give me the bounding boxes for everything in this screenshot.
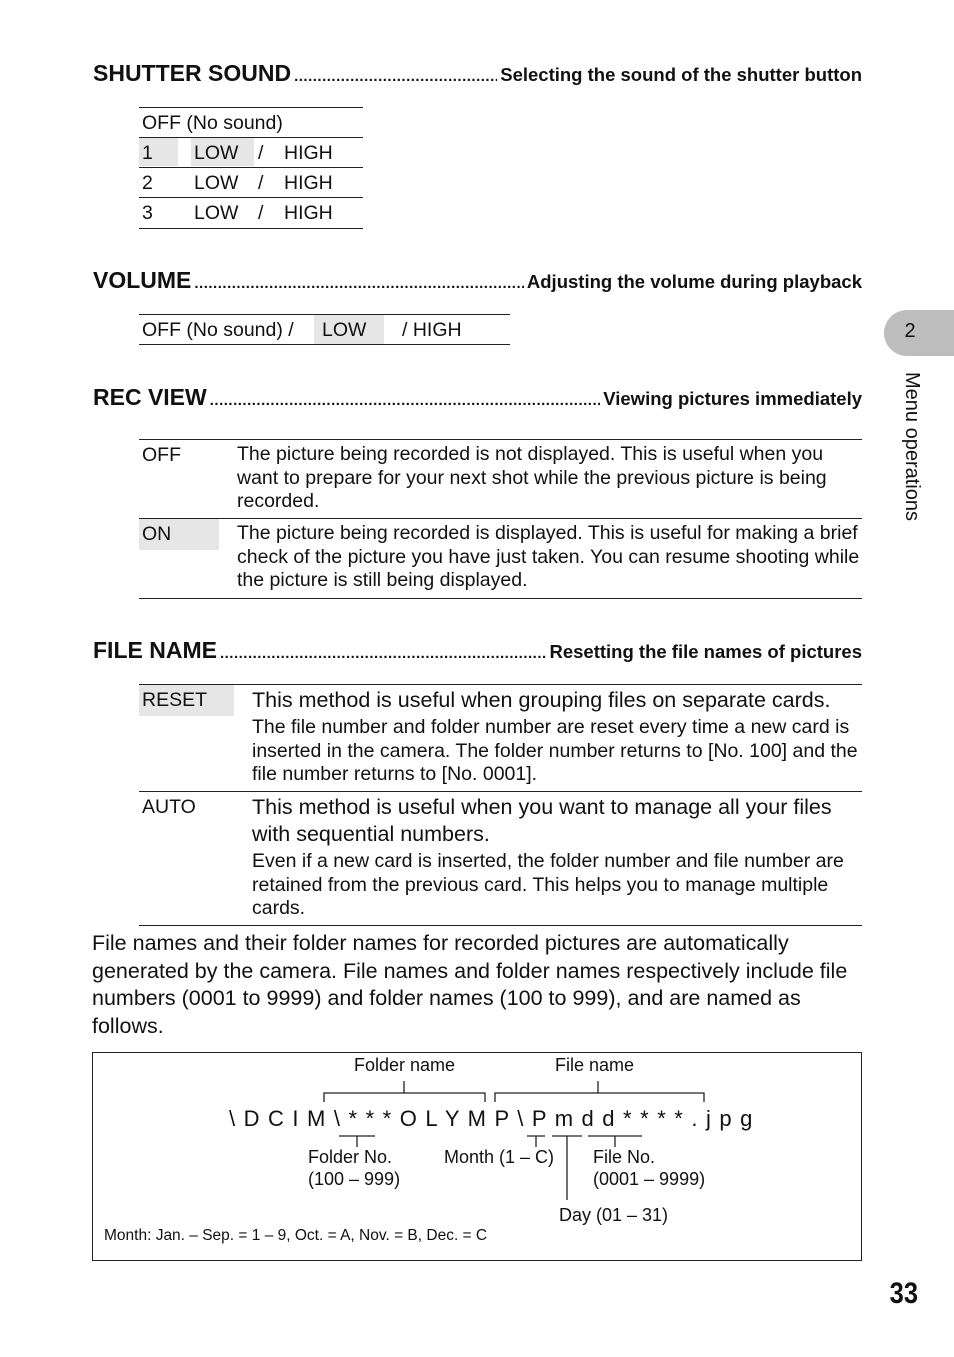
file-name-auto-option[interactable]: AUTO xyxy=(142,796,196,818)
shutter-row-2-low[interactable]: LOW xyxy=(194,172,239,194)
shutter-row-1-high[interactable]: HIGH xyxy=(284,142,333,164)
shutter-row-2-num[interactable]: 2 xyxy=(142,172,153,194)
shutter-sound-title: SHUTTER SOUND xyxy=(93,60,292,86)
folder-name-label: Folder name xyxy=(354,1055,456,1075)
shutter-off-option[interactable]: OFF (No sound) xyxy=(142,112,283,134)
rec-view-title: REC VIEW xyxy=(93,384,207,410)
folder-no-label: Folder No. xyxy=(308,1147,393,1167)
file-name-reset-detail: The file number and folder number are reset every time a new card is inserted in the camera. The folder number returns to [No. 100] and the file number returns to [No. 0001]. xyxy=(252,716,858,785)
shutter-row-2-sep: / xyxy=(258,172,264,194)
file-name-bracket xyxy=(495,1093,704,1102)
file-name-label: File name xyxy=(555,1055,635,1075)
file-no-label: File No. xyxy=(593,1147,656,1167)
shutter-row-3-high[interactable]: HIGH xyxy=(284,202,333,224)
file-name-auto-detail: Even if a new card is inserted, the folder number and file number are retained from the previous card. This helps you to manage multiple cards. xyxy=(252,850,844,919)
file-path-pattern: \ D C I M \ * * * O L Y M P \ P m d d * * * * . j p g xyxy=(229,1106,754,1131)
shutter-row-3-low[interactable]: LOW xyxy=(194,202,239,224)
rec-view-off-option[interactable]: OFF xyxy=(142,444,181,466)
chapter-number: 2 xyxy=(904,320,916,342)
file-name-auto-main: This method is useful when you want to manage all your files with sequential numbers. xyxy=(252,795,832,846)
file-no-range: (0001 – 9999) xyxy=(593,1169,706,1189)
shutter-row-1-low[interactable]: LOW xyxy=(194,142,239,164)
shutter-row-1-num[interactable]: 1 xyxy=(142,142,153,164)
shutter-row-3-sep: / xyxy=(258,202,264,224)
volume-low-option[interactable]: LOW xyxy=(322,319,367,341)
shutter-sound-subtitle: Selecting the sound of the shutter button xyxy=(500,64,862,85)
volume-title: VOLUME xyxy=(93,267,192,293)
shutter-row-1-sep: / xyxy=(258,142,264,164)
rec-view-on-option[interactable]: ON xyxy=(142,523,172,545)
month-code-note: Month: Jan. – Sep. = 1 – 9, Oct. = A, Nov. = B, Dec. = C xyxy=(104,1227,488,1244)
folder-name-bracket xyxy=(324,1093,485,1102)
file-name-subtitle: Resetting the file names of pictures xyxy=(549,641,862,662)
day-label: Day (01 – 31) xyxy=(559,1205,669,1225)
volume-subtitle: Adjusting the volume during playback xyxy=(526,271,862,292)
file-name-reset-main: This method is useful when grouping files on separate cards. xyxy=(252,688,831,712)
shutter-row-2-high[interactable]: HIGH xyxy=(284,172,333,194)
page-number: 33 xyxy=(889,1277,918,1310)
folder-no-range: (100 – 999) xyxy=(308,1169,401,1189)
volume-off-option[interactable]: OFF (No sound) / xyxy=(142,319,294,341)
chapter-label: Menu operations xyxy=(901,372,923,521)
file-name-paragraph: File names and their folder names for recorded pictures are automatically generated by the camera. File names and folder names respectively include file numbers (0001 to 9999) and folder names (100 to 999), and are named as follows. xyxy=(92,931,848,1038)
file-name-reset-option[interactable]: RESET xyxy=(142,689,208,711)
file-name-title: FILE NAME xyxy=(93,637,217,663)
volume-high-option[interactable]: / HIGH xyxy=(402,319,462,341)
rec-view-on-description: The picture being recorded is displayed. This is useful for making a brief check of the picture you have just taken. You can resume shooting while the picture is still being displayed. xyxy=(237,522,860,591)
rec-view-off-description: The picture being recorded is not displayed. This is useful when you want to prepare for your next shot while the previous picture is being recorded. xyxy=(237,443,827,512)
shutter-row-3-num[interactable]: 3 xyxy=(142,202,153,224)
month-label: Month (1 – C) xyxy=(444,1147,555,1167)
rec-view-subtitle: Viewing pictures immediately xyxy=(603,388,862,409)
